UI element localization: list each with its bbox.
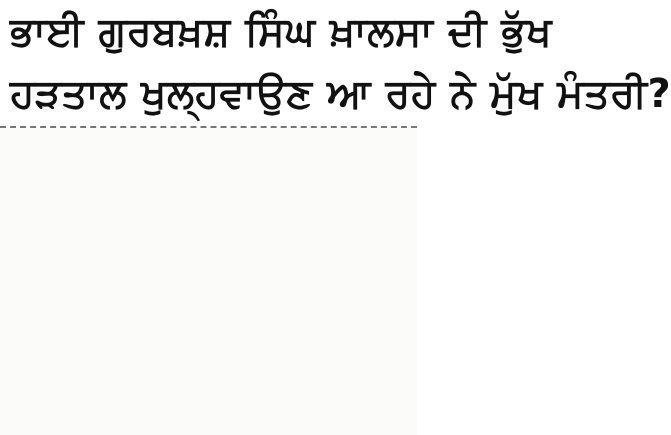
- article-line: [8, 222, 409, 239]
- article-line: [8, 205, 409, 222]
- article-line: [8, 359, 409, 376]
- article-line: [8, 308, 409, 325]
- article-line: [8, 188, 409, 205]
- article-body: [8, 136, 409, 421]
- article-line: [8, 153, 409, 170]
- article-line: [8, 325, 409, 342]
- article-line: [8, 411, 409, 421]
- article-line: [8, 377, 409, 394]
- article-paragraph-1: [8, 136, 409, 274]
- headline-line-1: ਭਾਈ ਗੁਰਬਖ਼ਸ਼ ਸਿੰਘ ਖ਼ਾਲਸਾ ਦੀ ਭੁੱਖ: [10, 9, 553, 55]
- article-line: [8, 394, 409, 411]
- headline-block: [0, 0, 671, 128]
- article-line: [8, 274, 409, 291]
- article-line: [8, 239, 409, 256]
- article-line: [8, 170, 409, 187]
- headline-line-2: ਹੜਤਾਲ ਖੁਲ੍ਹਵਾਉਣ ਆ ਰਹੇ ਨੇ ਮੁੱਖ ਮੰਤਰੀ?: [10, 71, 671, 117]
- article-line: [8, 291, 409, 308]
- article-paragraph-2: [8, 274, 409, 422]
- article-line: [8, 136, 409, 153]
- article-line: [8, 342, 409, 359]
- article-line: [8, 256, 409, 273]
